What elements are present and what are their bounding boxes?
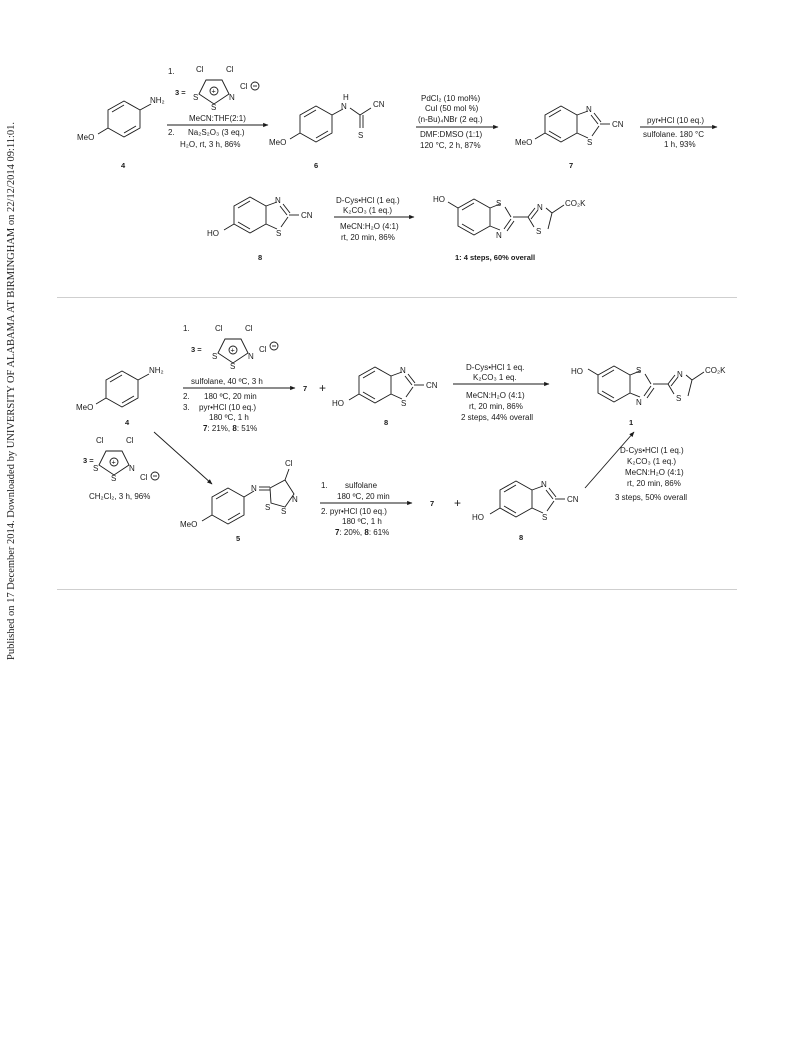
reagent-3-appel-salt [168,65,259,112]
condition-reagent: D-Cys•HCl (1 eq.) [336,196,400,205]
amine-label: NH₂ [150,96,165,105]
step-number: 3. [183,403,190,412]
condition-cocatalyst: CuI (50 mol %) [425,104,479,113]
methoxy-label: MeO [76,403,94,412]
compound-number-7: 7 [303,384,308,393]
nitrogen-label: N [586,105,592,114]
condition-step3: pyr•HCl (10 eq.) [199,403,257,412]
yields-bottom-route: 7: 20%, 8: 61% [335,528,390,537]
nitrile-label: CN [373,100,385,109]
condition-solvent: MeCN:H₂O (4:1) [625,468,684,477]
condition-step3-temp: 180 ºC, 1 h [209,413,249,422]
nitrile-label: CN [301,211,313,220]
sulfur-label: S [281,507,287,516]
compound-1-luciferin-salt [433,195,586,262]
step-number: 1. [168,67,175,76]
chloro-label: Cl [96,436,104,445]
condition-base: K₂CO₃ (1 eq.) [627,457,677,466]
compound-number-4: 4 [125,418,130,427]
hydroxy-label: HO [571,367,583,376]
nitrile-label: CN [426,381,438,390]
sulfur-label: S [265,503,271,512]
plus-sign: + [319,381,327,395]
nitrile-label: CN [612,120,624,129]
condition-yield: rt, 20 min, 86% [627,479,681,488]
compound-8-hydroxy-cyanobenzothiazole [207,196,313,262]
condition-step1-temp: 180 ºC, 20 min [337,492,390,501]
sulfur-label: S [358,131,364,140]
condition-solvent: MeCN:H₂O (4:1) [466,391,525,400]
chloro-label: Cl [245,324,253,333]
chloride-anion: Cl [140,473,148,482]
step-number: 1. [183,324,190,333]
compound-number-8: 8 [384,418,389,427]
compound-number-7: 7 [569,161,574,170]
compound-8-hydroxy-cyanobenzothiazole [472,480,579,542]
condition-additive: (n-Bu)₄NBr (2 eq.) [418,115,483,124]
sulfur-label: S [93,464,99,473]
compound-4-anisidine [76,366,164,427]
nitrogen-label: N [341,102,347,111]
nitrogen-label: N [251,484,257,493]
condition-step1: sulfolane, 40 ºC, 3 h [191,377,263,386]
condition-reagent: Na₂S₂O₃ (3 eq.) [188,128,245,137]
sulfur-label: S [542,513,548,522]
methoxy-label: MeO [515,138,533,147]
reagent-label: 3 = [191,345,202,354]
carboxylate-label: CO₂K [565,199,586,208]
nitrogen-label: N [400,366,406,375]
condition-reagent: pyr•HCl (10 eq.) [647,116,705,125]
condition-solvent: DMF:DMSO (1:1) [420,130,483,139]
condition-catalyst: PdCl₂ (10 mol%) [421,94,481,103]
plus-sign: + [454,496,462,510]
compound-4-anisidine [77,96,165,170]
svg-text:+: + [211,86,216,96]
nitrogen-label: N [677,370,683,379]
condition-base: K₂CO₃ (1 eq.) [343,206,393,215]
methoxy-label: MeO [77,133,95,142]
compound-6-thioamide [269,93,385,170]
chloro-label: Cl [196,65,204,74]
yields-top-route: 7: 21%, 8: 51% [203,424,258,433]
compound-number-6: 6 [314,161,319,170]
compound-number-1: 1 [629,418,634,427]
sulfur-label: S [212,352,218,361]
compound-number-5: 5 [236,534,241,543]
reagent-3-appel-salt [183,324,278,371]
chloro-label: Cl [126,436,134,445]
reagent-3-appel-salt [83,436,159,483]
nitrogen-label: N [496,231,502,240]
sulfur-label: S [276,229,282,238]
sulfur-label: S [636,366,642,375]
amine-label: NH₂ [149,366,164,375]
nitrogen-label: N [537,203,543,212]
sulfur-label: S [111,474,117,483]
condition-step1: sulfolane [345,481,378,490]
nitrogen-label: N [292,495,298,504]
svg-text:+: + [111,457,116,467]
chloro-label: Cl [285,459,293,468]
nitrile-label: CN [567,495,579,504]
sulfur-label: S [230,362,236,371]
condition-yield: rt, 20 min, 86% [341,233,395,242]
chloride-anion: Cl [240,82,248,91]
hydrogen-label: H [343,93,349,102]
overall-yield: 3 steps, 50% overall [615,493,688,502]
hydroxy-label: HO [472,513,484,522]
step-number: 2. [183,392,190,401]
chloride-anion: Cl [259,345,267,354]
condition-step2: 2. pyr•HCl (10 eq.) [321,507,387,516]
nitrogen-label: N [636,398,642,407]
compound-number-4: 4 [121,161,126,170]
chloro-label: Cl [215,324,223,333]
sulfur-label: S [496,199,502,208]
svg-text:+: + [230,345,235,355]
condition-imine-formation: CH₂Cl₂, 3 h, 96% [89,492,151,501]
hydroxy-label: HO [433,195,445,204]
chloro-label: Cl [226,65,234,74]
reagent-label: 3 = [83,456,94,465]
condition-solvent: MeCN:THF(2:1) [189,114,246,123]
step-number: 2. [168,128,175,137]
nitrogen-label: N [275,196,281,205]
nitrogen-label: N [129,464,135,473]
sulfur-label: S [401,399,407,408]
nitrogen-label: N [541,480,547,489]
condition-yield: 120 °C, 2 h, 87% [420,141,481,150]
condition-yield: 1 h, 93% [664,140,696,149]
hydroxy-label: HO [332,399,344,408]
sulfur-label: S [211,103,217,112]
hydroxy-label: HO [207,229,219,238]
sulfur-label: S [193,93,199,102]
methoxy-label: MeO [269,138,287,147]
condition-reagent: D-Cys•HCl (1 eq.) [620,446,684,455]
condition-solvent: sulfolane. 180 °C [643,130,705,139]
compound-7-methoxy-cyanobenzothiazole [515,105,624,170]
reagent-label: 3 = [175,88,186,97]
condition-yield: rt, 20 min, 86% [469,402,523,411]
compound-number-8: 8 [519,533,524,542]
sulfur-label: S [676,394,682,403]
condition-yield: H₂O, rt, 3 h, 86% [180,140,241,149]
condition-solvent: MeCN:H₂O (4:1) [340,222,399,231]
methoxy-label: MeO [180,520,198,529]
overall-yield: 2 steps, 44% overall [461,413,534,422]
condition-base: K₂CO₃ 1 eq. [473,373,517,382]
sulfur-label: S [587,138,593,147]
product-summary: 1: 4 steps, 60% overall [455,253,536,262]
download-notice: Published on 17 December 2014. Downloaded by UNIVERSITY OF ALABAMA AT BIRMINGHAM on 22/12/2014 09:11:01. [6,121,17,660]
condition-step2-temp: 180 ºC, 1 h [342,517,382,526]
step-number: 1. [321,481,328,490]
compound-number-7: 7 [430,499,435,508]
reaction-arrow [154,432,212,484]
compound-8-hydroxy-cyanobenzothiazole [332,366,438,427]
carboxylate-label: CO₂K [705,366,726,375]
compound-number-8: 8 [258,253,263,262]
sulfur-label: S [536,227,542,236]
condition-step2: 180 ºC, 20 min [204,392,257,401]
compound-1-luciferin-salt [571,366,726,427]
nitrogen-label: N [229,93,235,102]
nitrogen-label: N [248,352,254,361]
condition-reagent: D-Cys•HCl 1 eq. [466,363,525,372]
